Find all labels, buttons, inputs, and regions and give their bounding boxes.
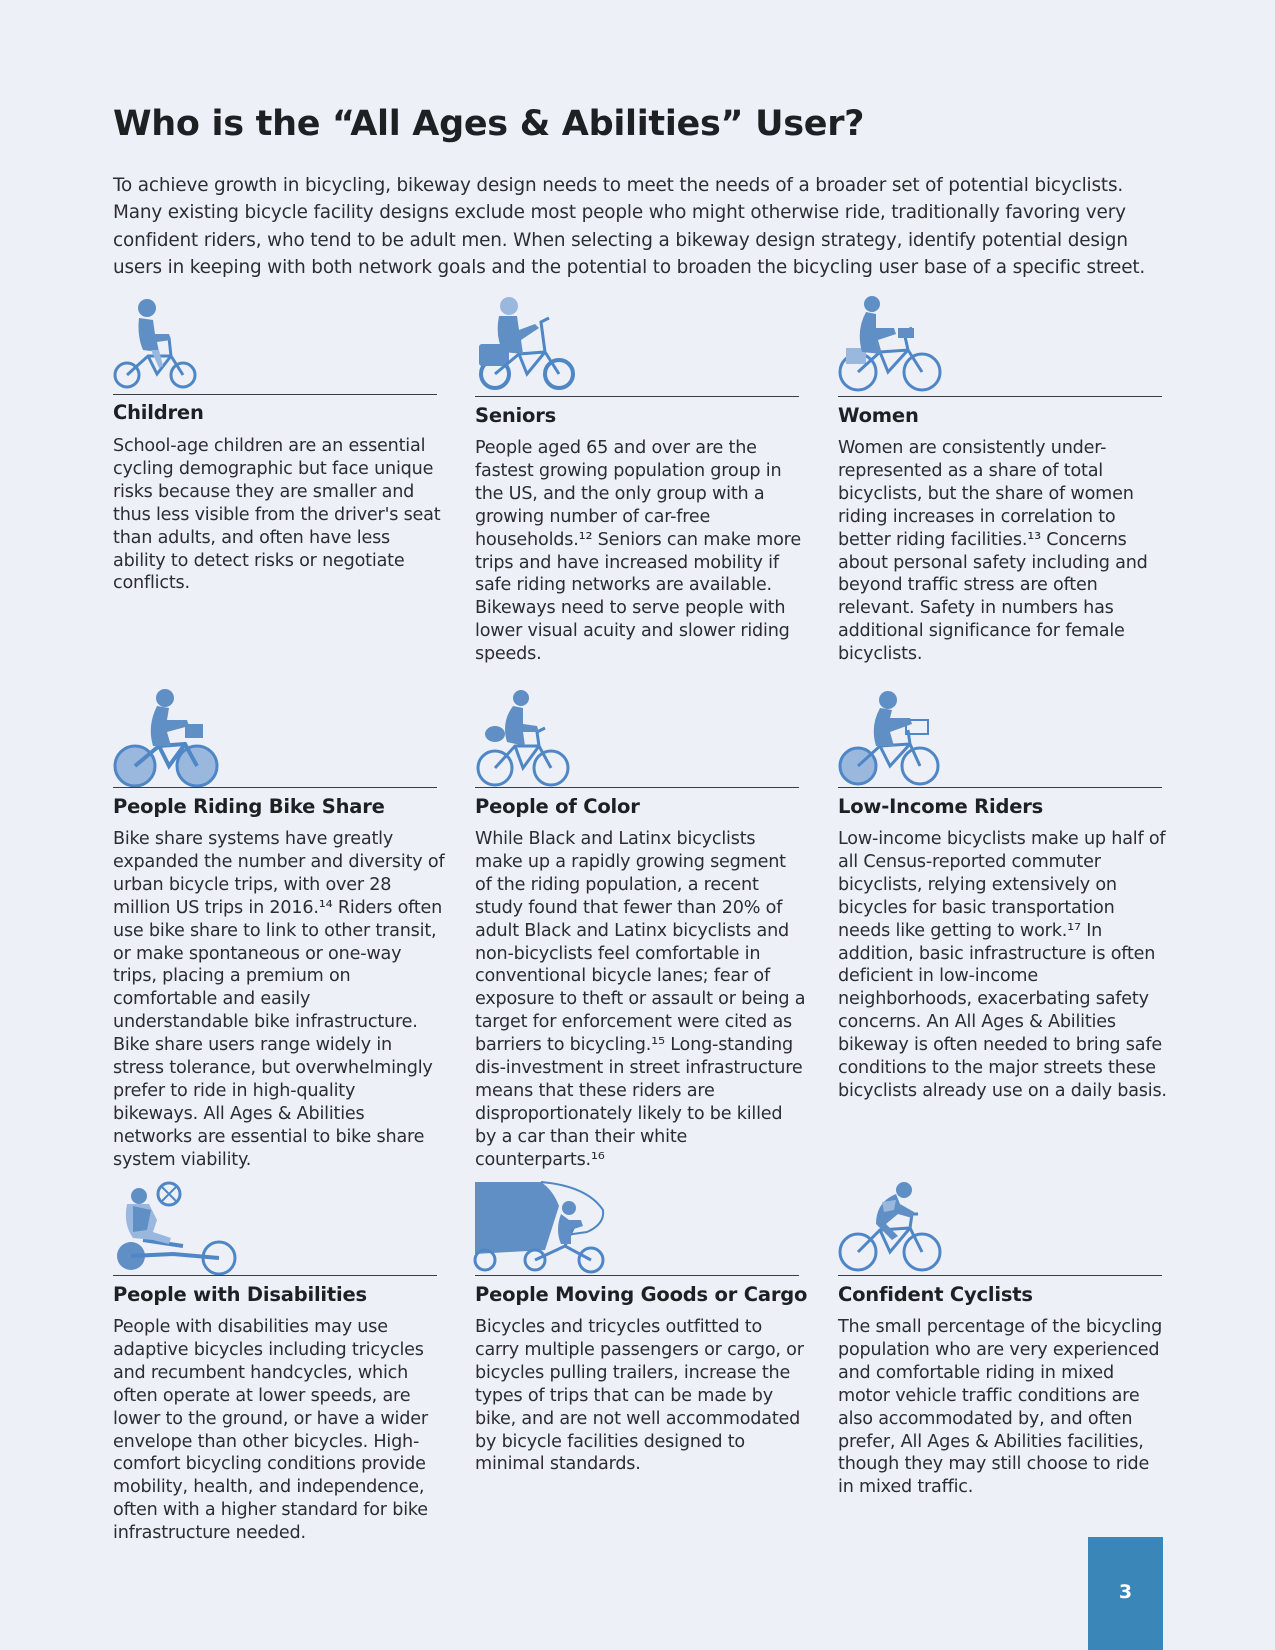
- card-heading: People Moving Goods or Cargo: [475, 1283, 808, 1306]
- card-body: People with disabilities may use adaptive bicycles including tricycles and recumbent handcycles, which often operate at lower speeds, are lower to the ground, or have a wider envelope than other bicycles. High-comfort bicycling conditions provide mobility, health, and independence, often with a higher standard for bike infrastructure needed.: [113, 1317, 428, 1544]
- woman-cyclist-icon: [838, 296, 1162, 392]
- card-body: While Black and Latinx bicyclists make up a rapidly growing segment of the riding population, a recent study found that fewer than 20% of adult Black and Latinx bicyclists and non-bicyclists feel comfortable in conventional bicycle lanes; fear of exposure to theft or assault or being a target for enforcement were cited as barriers to bicycling.¹⁵ Long-standing dis-investment in street infrastructure means that these riders are disproportionately likely to be killed by a car than their white counterparts.¹⁶: [475, 829, 806, 1170]
- card-heading: People Riding Bike Share: [113, 795, 385, 818]
- card-body: Women are consistently under-represented as a share of total bicyclists, but the share of women riding increases in correlation to better riding facilities.¹³ Concerns about personal safety including and beyond traffic stress are often relevant. Safety in numbers has additional significance for female bicyclists.: [838, 438, 1148, 665]
- divider: [113, 787, 437, 788]
- page-title: Who is the “All Ages & Abilities” User?: [113, 104, 865, 144]
- senior-cyclist-icon: [475, 296, 799, 392]
- basket-cyclist-icon: [838, 688, 1162, 788]
- card-heading: Low-Income Riders: [838, 795, 1044, 818]
- divider: [838, 396, 1162, 397]
- card-body: The small percentage of the bicycling population who are very experienced and comfortable riding in mixed motor vehicle traffic conditions are also accommodated by, and often prefer, All Ages & Abilities facilities, though they may still choose to ride in mixed traffic.: [838, 1317, 1163, 1498]
- divider: [475, 396, 799, 397]
- divider: [838, 787, 1162, 788]
- card-body: School-age children are an essential cycling demographic but face unique risks because they are smaller and thus less visible from the driver's seat than adults, and often have less ability to detect risks or negotiate conflicts.: [113, 436, 441, 594]
- intro-paragraph: To achieve growth in bicycling, bikeway design needs to meet the needs of a broader set of potential bicyclists. Many existing bicycle facility designs exclude most people who might otherwise ride, traditionally favoring very confident riders, who tend to be adult men. When selecting a bikeway design strategy, identify potential design users in keeping with both network goals and the potential to broaden the bicycling user base of a specific street.: [113, 175, 1146, 278]
- card-heading: Children: [113, 401, 204, 424]
- card-heading: Seniors: [475, 404, 557, 427]
- cyclist-icon: [475, 688, 799, 788]
- divider: [113, 1275, 437, 1276]
- card-body: Bike share systems have greatly expanded the number and diversity of urban bicycle trips, with over 28 million US trips in 2016.¹⁴ Riders often use bike share to link to other transit, or make spontaneous or one-way trips, placing a premium on comfortable and easily understandable bike infrastructure. Bike share users range widely in stress tolerance, but overwhelmingly prefer to ride in high-quality bikeways. All Ages & Abilities networks are essential to bike share system viability.: [113, 829, 445, 1170]
- cargo-tricycle-icon: [475, 1180, 799, 1276]
- page-number: 3: [1118, 1581, 1133, 1603]
- card-heading: People with Disabilities: [113, 1283, 367, 1306]
- page-number-badge: [1088, 1537, 1163, 1650]
- card-body: People aged 65 and over are the fastest growing population group in the US, and the only group with a growing number of car-free households.¹² Seniors can make more trips and have increased mobility if safe riding networks are available. Bikeways need to serve people with lower visual acuity and slower riding speeds.: [475, 438, 801, 665]
- card-body: Low-income bicyclists make up half of all Census-reported commuter bicyclists, relying extensively on bicycles for basic transportation needs like getting to work.¹⁷ In addition, basic infrastructure is often deficient in low-income neighborhoods, exacerbating safety concerns. An All Ages & Abilities bikeway is often needed to bring safe conditions to the major streets these bicyclists already use on a daily basis.: [838, 829, 1167, 1101]
- card-heading: People of Color: [475, 795, 640, 818]
- card-heading: Confident Cyclists: [838, 1283, 1033, 1306]
- road-cyclist-icon: [838, 1180, 1162, 1276]
- divider: [475, 1275, 799, 1276]
- child-cyclist-icon: [113, 296, 437, 392]
- divider: [475, 787, 799, 788]
- card-body: Bicycles and tricycles outfitted to carry multiple passengers or cargo, or bicycles pulling trailers, increase the types of trips that can be made by bike, and are not well accommodated by bicycle facilities designed to minimal standards.: [475, 1317, 804, 1475]
- card-heading: Women: [838, 404, 919, 427]
- handcycle-icon: [113, 1180, 437, 1276]
- divider: [838, 1275, 1162, 1276]
- bike-share-cyclist-icon: [113, 688, 437, 788]
- divider: [113, 394, 437, 395]
